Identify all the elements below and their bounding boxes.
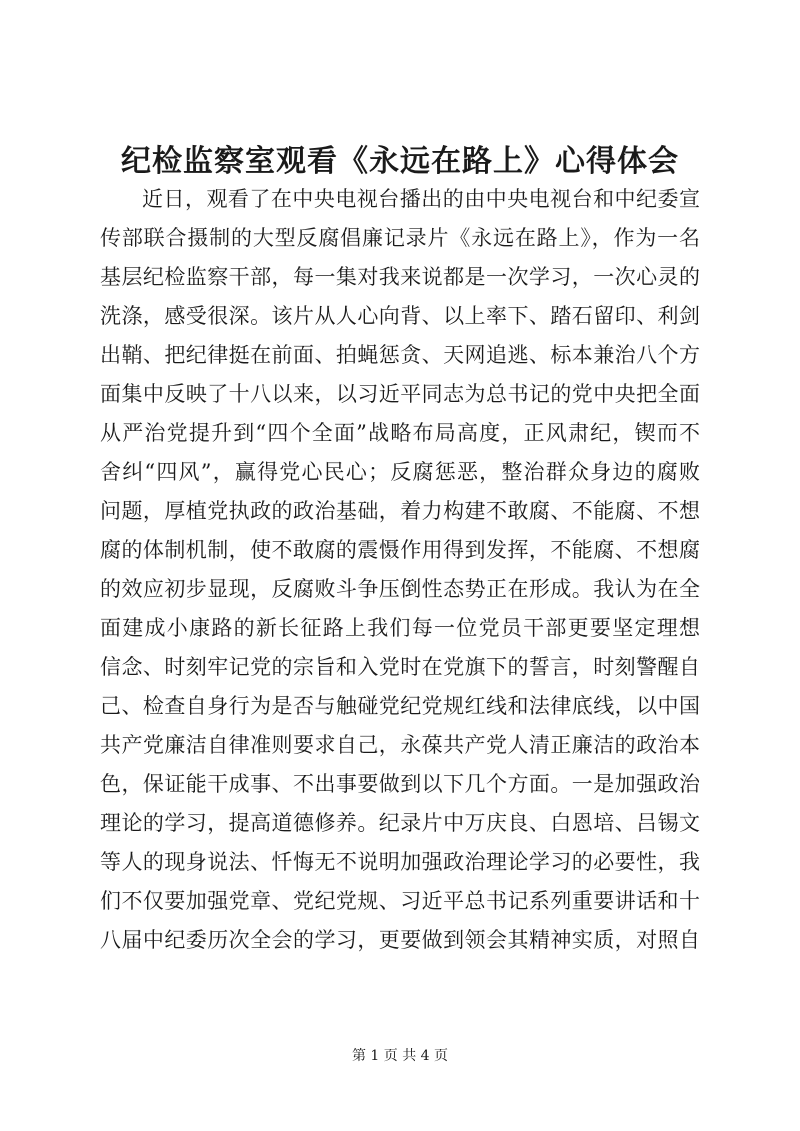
body-line: 出鞘、把纪律挺在前面、拍蝇惩贪、天网追逃、标本兼治八个方	[100, 343, 700, 367]
body-line: 面建成小康路的新长征路上我们每一位党员干部更要坚定理想	[100, 616, 700, 640]
body-line: 近日，观看了在中央电视台播出的由中央电视台和中纪委宣	[142, 187, 700, 211]
body-line: 腐的体制机制，使不敢腐的震慑作用得到发挥，不能腐、不想腐	[100, 538, 700, 562]
body-line: 问题，厚植党执政的政治基础，着力构建不敢腐、不能腐、不想	[100, 499, 700, 523]
body-line: 信念、时刻牢记党的宗旨和入党时在党旗下的誓言，时刻警醒自	[100, 655, 700, 679]
page-footer: 第 1 页 共 4 页	[351, 1048, 449, 1064]
body-line: 们不仅要加强党章、党纪党规、习近平总书记系列重要讲话和十	[100, 889, 700, 913]
body-line: 共产党廉洁自律准则要求自己，永葆共产党人清正廉洁的政治本	[100, 733, 700, 757]
body-line: 八届中纪委历次全会的学习，更要做到领会其精神实质，对照自	[100, 928, 700, 952]
body-line: 等人的现身说法、忏悔无不说明加强政治理论学习的必要性，我	[100, 850, 700, 874]
body-line: 色，保证能干成事、不出事要做到以下几个方面。一是加强政治	[100, 772, 700, 796]
body-line: 传部联合摄制的大型反腐倡廉记录片《永远在路上》，作为一名	[100, 226, 700, 250]
body-line: 面集中反映了十八以来，以习近平同志为总书记的党中央把全面	[100, 382, 700, 406]
document-body	[100, 180, 700, 960]
body-line: 的效应初步显现，反腐败斗争压倒性态势正在形成。我认为在全	[100, 577, 700, 601]
body-line: 洗涤，感受很深。该片从人心向背、以上率下、踏石留印、利剑	[100, 304, 700, 328]
body-line: 理论的学习，提高道德修养。纪录片中万庆良、白恩培、吕锡文	[100, 811, 700, 835]
document-title: 纪检监察室观看《永远在路上》心得体会	[121, 144, 679, 179]
body-line: 基层纪检监察干部，每一集对我来说都是一次学习，一次心灵的	[100, 265, 700, 289]
body-line: 从严治党提升到“四个全面”战略布局高度，正风肃纪，锲而不	[100, 421, 700, 445]
body-line: 己、检查自身行为是否与触碰党纪党规红线和法律底线，以中国	[100, 694, 700, 718]
body-line: 舍纠“四风”，赢得党心民心；反腐惩恶，整治群众身边的腐败	[100, 460, 700, 484]
